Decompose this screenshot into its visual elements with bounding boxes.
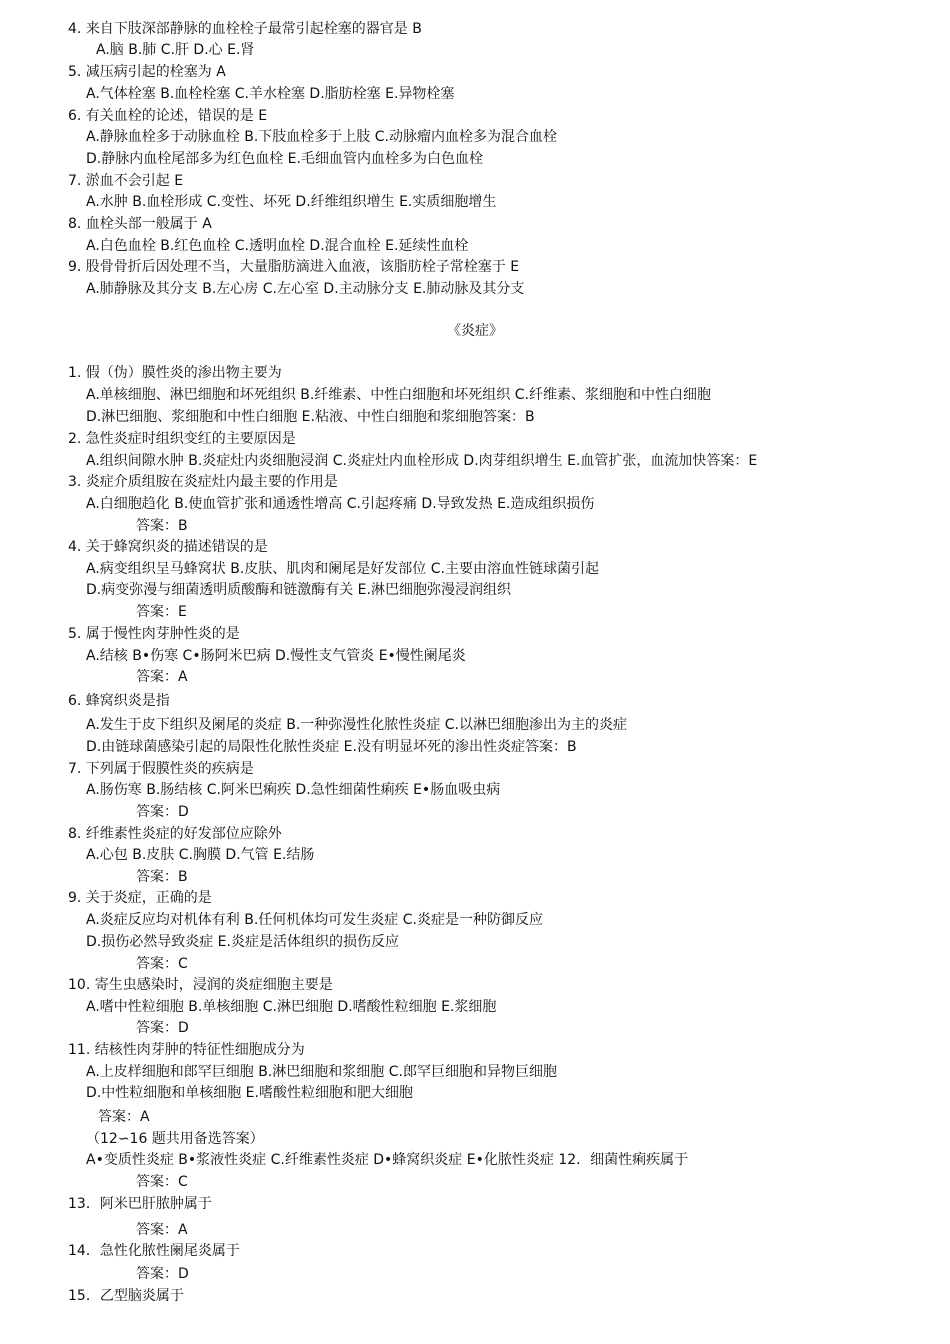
answer-line: 答案：A (136, 669, 188, 685)
question-line: 10. 寄生虫感染时，浸润的炎症细胞主要是 (68, 977, 333, 993)
question-line: 11. 结核性肉芽肿的特征性细胞成分为 (68, 1042, 305, 1058)
question-line: 8. 纤维素性炎症的好发部位应除外 (68, 826, 282, 842)
answer-line: 答案：A (98, 1109, 150, 1125)
question-line: 8. 血栓头部一般属于 A (68, 216, 212, 232)
question-line: 9. 股骨骨折后因处理不当，大量脂肪滴进入血液，该脂肪栓子常栓塞于 E (68, 259, 520, 275)
question-line: 6. 有关血栓的论述，错误的是 E (68, 108, 268, 124)
question-line: 7. 下列属于假膜性炎的疾病是 (68, 761, 254, 777)
options-line: D.静脉内血栓尾部多为红色血栓 E.毛细血管内血栓多为白色血栓 (86, 151, 483, 167)
options-line: D.中性粒细胞和单核细胞 E.嗜酸性粒细胞和肥大细胞 (86, 1085, 413, 1101)
question-line: 5. 减压病引起的栓塞为 A (68, 64, 226, 80)
question-line: 3. 炎症介质组胺在炎症灶内最主要的作用是 (68, 474, 338, 490)
answer-line: 答案：B (136, 518, 188, 534)
question-line: 15．乙型脑炎属于 (68, 1288, 184, 1304)
options-line: A.白细胞趋化 B.使血管扩张和通透性增高 C.引起疼痛 D.导致发热 E.造成组织损伤 (86, 496, 595, 512)
options-line: A.单核细胞、淋巴细胞和坏死组织 B.纤维素、中性白细胞和坏死组织 C.纤维素、浆细胞和中性白细胞 (86, 387, 711, 403)
options-line: A.上皮样细胞和郎罕巨细胞 B.淋巴细胞和浆细胞 C.郎罕巨细胞和异物巨细胞 (86, 1064, 557, 1080)
question-line: 6. 蜂窝织炎是指 (68, 693, 170, 709)
answer-line: 答案：E (136, 604, 187, 620)
options-line: A.脑 B.肺 C.肝 D.心 E.肾 (96, 42, 255, 58)
question-line: 5. 属于慢性肉芽肿性炎的是 (68, 626, 240, 642)
options-line: A.组织间隙水肿 B.炎症灶内炎细胞浸润 C.炎症灶内血栓形成 D.肉芽组织增生 E.血管扩张，血流加快答案：E (86, 453, 758, 469)
question-line: 9. 关于炎症，正确的是 (68, 890, 212, 906)
options-line: A.静脉血栓多于动脉血栓 B.下肢血栓多于上肢 C.动脉瘤内血栓多为混合血栓 (86, 129, 557, 145)
shared-options-note: （12∽16 题共用备选答案） (86, 1131, 264, 1147)
options-line: A.病变组织呈马蜂窝状 B.皮肤、肌肉和阑尾是好发部位 C.主要由溶血性链球菌引起 (86, 561, 599, 577)
options-line: D.损伤必然导致炎症 E.炎症是活体组织的损伤反应 (86, 934, 399, 950)
options-line: A.肠伤寒 B.肠结核 C.阿米巴痢疾 D.急性细菌性痢疾 E•肠血吸虫病 (86, 782, 501, 798)
options-line: D.由链球菌感染引起的局限性化脓性炎症 E.没有明显坏死的渗出性炎症答案：B (86, 739, 577, 755)
question-line: 4. 关于蜂窝织炎的描述错误的是 (68, 539, 268, 555)
options-line: A.炎症反应均对机体有利 B.任何机体均可发生炎症 C.炎症是一种防御反应 (86, 912, 543, 928)
answer-line: 答案：B (136, 869, 188, 885)
question-line: 2. 急性炎症时组织变红的主要原因是 (68, 431, 296, 447)
options-line: A.气体栓塞 B.血栓栓塞 C.羊水栓塞 D.脂肪栓塞 E.异物栓塞 (86, 86, 455, 102)
question-line: 4. 来自下肢深部静脉的血栓栓子最常引起栓塞的器官是 B (68, 21, 422, 37)
options-line: A.肺静脉及其分支 B.左心房 C.左心室 D.主动脉分支 E.肺动脉及其分支 (86, 281, 525, 297)
answer-line: 答案：D (136, 804, 189, 820)
options-line: A.心包 B.皮肤 C.胸膜 D.气管 E.结肠 (86, 847, 315, 863)
options-line: A.嗜中性粒细胞 B.单核细胞 C.淋巴细胞 D.嗜酸性粒细胞 E.浆细胞 (86, 999, 497, 1015)
answer-line: 答案：D (136, 1266, 189, 1282)
options-line: A•变质性炎症 B•浆液性炎症 C.纤维素性炎症 D•蜂窝织炎症 E•化脓性炎症 12．细菌性痢疾属于 (86, 1152, 689, 1168)
options-line: A.水肿 B.血栓形成 C.变性、坏死 D.纤维组织增生 E.实质细胞增生 (86, 194, 497, 210)
answer-line: 答案：C (136, 1174, 188, 1190)
options-line: A.结核 B•伤寒 C•肠阿米巴病 D.慢性支气管炎 E•慢性阑尾炎 (86, 648, 466, 664)
section-title: 《炎症》 (447, 323, 503, 339)
options-line: D.淋巴细胞、浆细胞和中性白细胞 E.粘液、中性白细胞和浆细胞答案：B (86, 409, 535, 425)
answer-line: 答案：D (136, 1020, 189, 1036)
question-line: 7. 淤血不会引起 E (68, 173, 184, 189)
options-line: A.白色血栓 B.红色血栓 C.透明血栓 D.混合血栓 E.延续性血栓 (86, 238, 469, 254)
options-line: D.病变弥漫与细菌透明质酸酶和链激酶有关 E.淋巴细胞弥漫浸润组织 (86, 582, 511, 598)
question-line: 1. 假（伪）膜性炎的渗出物主要为 (68, 365, 282, 381)
answer-line: 答案：A (136, 1222, 188, 1238)
answer-line: 答案：C (136, 956, 188, 972)
question-line: 14．急性化脓性阑尾炎属于 (68, 1243, 240, 1259)
options-line: A.发生于皮下组织及阑尾的炎症 B.一种弥漫性化脓性炎症 C.以淋巴细胞渗出为主的炎症 (86, 717, 627, 733)
question-line: 13．阿米巴肝脓肿属于 (68, 1196, 212, 1212)
